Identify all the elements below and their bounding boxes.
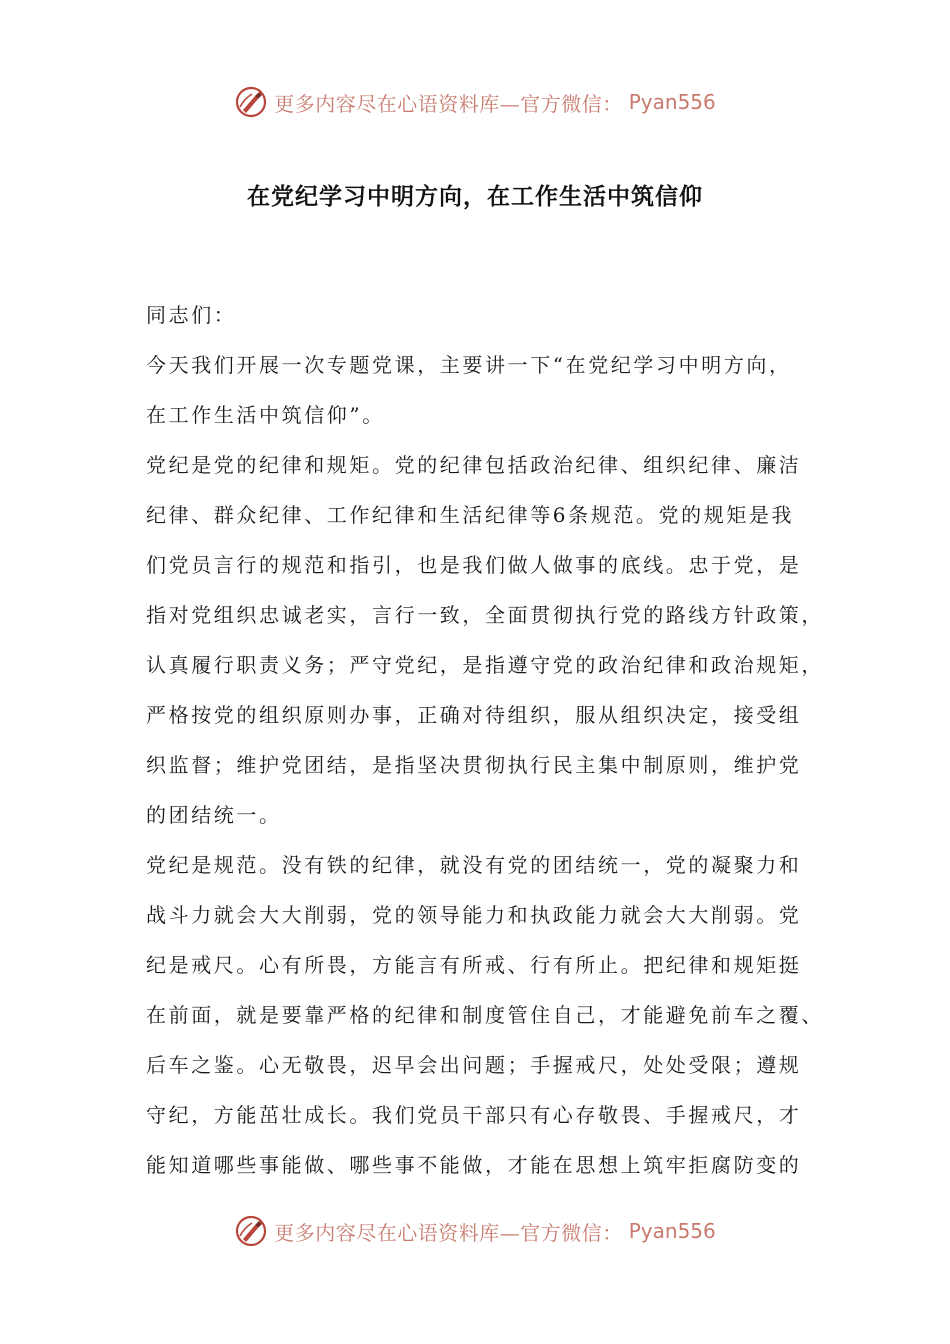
body-line: 指对党组织忠诚老实，言行一致，全面贯彻执行党的路线方针政策， bbox=[146, 603, 824, 627]
watermark-text: 更多内容尽在心语资料库—官方微信： bbox=[274, 1220, 623, 1245]
body-line: 守纪，方能茁壮成长。我们党员干部只有心存敬畏、手握戒尺，才 bbox=[146, 1103, 802, 1127]
body-line: 能知道哪些事能做、哪些事不能做，才能在思想上筑牢拒腐防变的 bbox=[146, 1153, 802, 1177]
pen-logo-icon bbox=[234, 85, 268, 119]
body-line: 严格按党的组织原则办事，正确对待组织，服从组织决定，接受组 bbox=[146, 703, 802, 727]
body-line: 同志们： bbox=[146, 303, 237, 327]
pen-logo-icon bbox=[234, 1214, 268, 1248]
body-line: 织监督；维护党团结，是指坚决贯彻执行民主集中制原则，维护党 bbox=[146, 753, 802, 777]
watermark-brand: Pyan556 bbox=[628, 1219, 716, 1243]
body-line: 党纪是规范。没有铁的纪律，就没有党的团结统一，党的凝聚力和 bbox=[146, 853, 802, 877]
body-line: 纪是戒尺。心有所畏，方能言有所戒、行有所止。把纪律和规矩挺 bbox=[146, 953, 802, 977]
body-line: 纪律、群众纪律、工作纪律和生活纪律等6条规范。党的规矩是我 bbox=[146, 503, 795, 527]
body-line: 的团结统一。 bbox=[146, 803, 282, 827]
body-line: 党纪是党的纪律和规矩。党的纪律包括政治纪律、组织纪律、廉洁 bbox=[146, 453, 802, 477]
body-line: 在前面，就是要靠严格的纪律和制度管住自己，才能避免前车之覆、 bbox=[146, 1003, 824, 1027]
watermark-brand: Pyan556 bbox=[628, 90, 716, 114]
document-body bbox=[146, 290, 824, 1190]
body-line: 战斗力就会大大削弱，党的领导能力和执政能力就会大大削弱。党 bbox=[146, 903, 802, 927]
document-title: 在党纪学习中明方向，在工作生活中筑信仰 bbox=[247, 184, 703, 210]
body-line: 们党员言行的规范和指引，也是我们做人做事的底线。忠于党，是 bbox=[146, 553, 802, 577]
body-line: 在工作生活中筑信仰”。 bbox=[146, 403, 385, 427]
body-line: 后车之鉴。心无敬畏，迟早会出问题；手握戒尺，处处受限；遵规 bbox=[146, 1053, 802, 1077]
body-line: 今天我们开展一次专题党课，主要讲一下“在党纪学习中明方向， bbox=[146, 353, 792, 377]
watermark-text: 更多内容尽在心语资料库—官方微信： bbox=[274, 91, 623, 116]
watermark-header bbox=[0, 82, 950, 122]
watermark-footer bbox=[0, 1211, 950, 1251]
body-line: 认真履行职责义务；严守党纪，是指遵守党的政治纪律和政治规矩， bbox=[146, 653, 824, 677]
